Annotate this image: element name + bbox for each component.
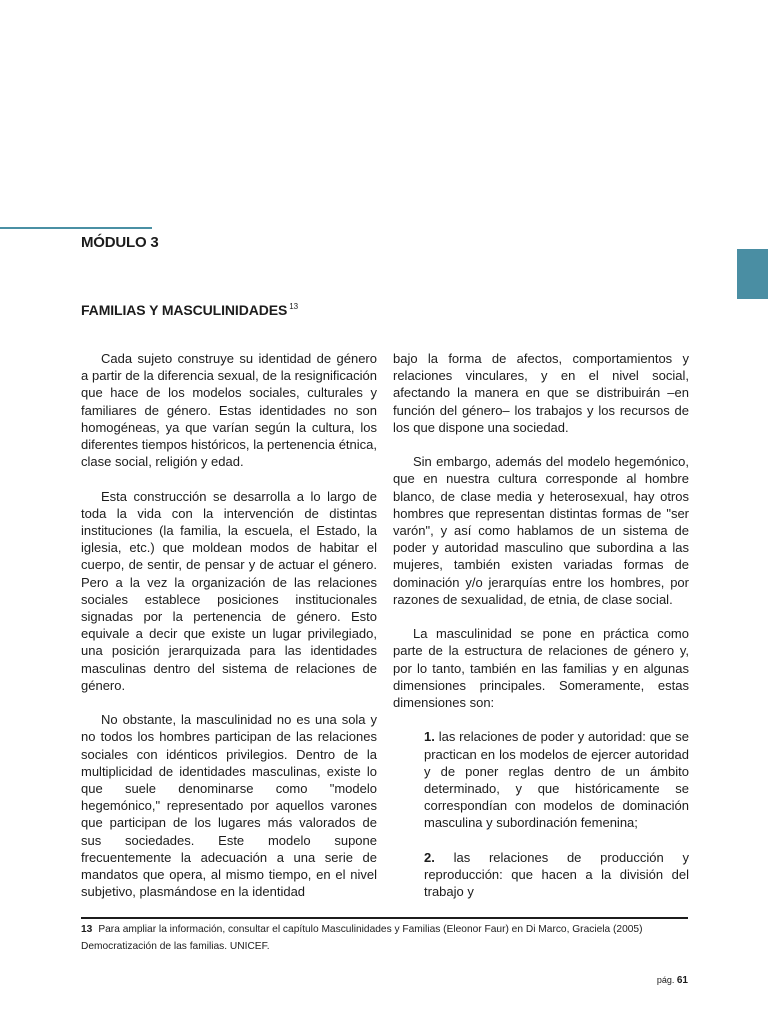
list-item-number: 2. (424, 849, 435, 865)
left-column (81, 350, 377, 918)
footnote (81, 921, 688, 955)
chapter-side-tab (737, 249, 768, 299)
list-item-text: las relaciones de poder y autoridad: que se practican en los modelos de ejercer autoridad y de poner reglas dentro de un ámbito determinado, y que históricamente se correspondían con modelos de dominación masculina y subordinación femenina; (424, 729, 689, 831)
paragraph: bajo la forma de afectos, comportamientos y relaciones vinculares, y en el nivel social, afectando la manera en que se distribuirán –en función del género– los trabajos y los recursos de los que dispone una sociedad. (393, 351, 689, 435)
list-item-text: las relaciones de producción y reproducción: que hacen a la división del trabajo y (424, 849, 689, 900)
paragraph: La masculinidad se pone en práctica como parte de la estructura de relaciones de género y, por lo tanto, también en las familias y en algunas dimensiones principales. Someramente, estas dimensiones son: (393, 626, 689, 711)
list-item (424, 849, 689, 901)
module-title: MÓDULO 3 (81, 234, 159, 251)
list-item-number: 1. (424, 729, 435, 745)
page-number (648, 975, 688, 986)
list-item (424, 728, 689, 831)
footnote-text: Para ampliar la información, consultar el capítulo Masculinidades y Familias (Eleonor Faur) en Di Marco, Graciela (2005) Democratización de las familias. UNICEF. (81, 924, 643, 952)
paragraph: Cada sujeto construye su identidad de género a partir de la diferencia sexual, de la resignificación que hace de los modelos sociales, culturales y familiares de género. Estas identidades no son homogéneas, ya que varían según la cultura, los diferentes tiempos históricos, la pertenencia étnica, clase social, religión y edad. (81, 351, 377, 470)
section-title (81, 302, 298, 318)
page-number-value: 61 (676, 975, 688, 986)
footnote-number: 13 (81, 924, 93, 935)
right-column (393, 350, 689, 918)
header-accent-rule (0, 227, 152, 229)
section-title-text: FAMILIAS Y MASCULINIDADES (81, 302, 288, 318)
footnote-divider (81, 917, 688, 919)
page-label: pág. (656, 975, 675, 985)
footnote-reference[interactable]: 13 (289, 302, 298, 311)
paragraph: Sin embargo, además del modelo hegemónico, que en nuestra cultura corresponde al hombre blanco, de clase media y heterosexual, hay otros hombres que representan distintas formas de "ser varón", y así como hablamos de un sistema de poder y autoridad masculino que subordina a las mujeres, también existen variadas formas de dominación y/o jerarquías entre los hombres, por razones de sexualidad, de etnia, de clase social. (393, 454, 689, 607)
paragraph: Esta construcción se desarrolla a lo largo de toda la vida con la intervención de distintas instituciones (la familia, la escuela, el Estado, la iglesia, etc.) que moldean modos de habitar el cuerpo, de sentir, de pensar y de actuar el género. Pero a la vez la organización de las relaciones sociales establece posiciones institucionales signadas por la pertenencia de género. Esto equivale a decir que existe un lugar privilegiado, una posición jerarquizada para las identidades masculinas dentro del sistema de relaciones de género. (81, 488, 377, 693)
paragraph: No obstante, la masculinidad no es una sola y no todos los hombres participan de las relaciones sociales con idénticos privilegios. Dentro de la multiplicidad de identidades masculinas, existe lo que suele denominarse como "modelo hegemónico," representado por aquellos varones que participan de los lugares más valorados de sus sociedades. Este modelo supone frecuentemente la adecuación a una serie de mandatos que opera, al mismo tiempo, en el nivel subjetivo, plasmándose en la identidad (81, 712, 377, 900)
